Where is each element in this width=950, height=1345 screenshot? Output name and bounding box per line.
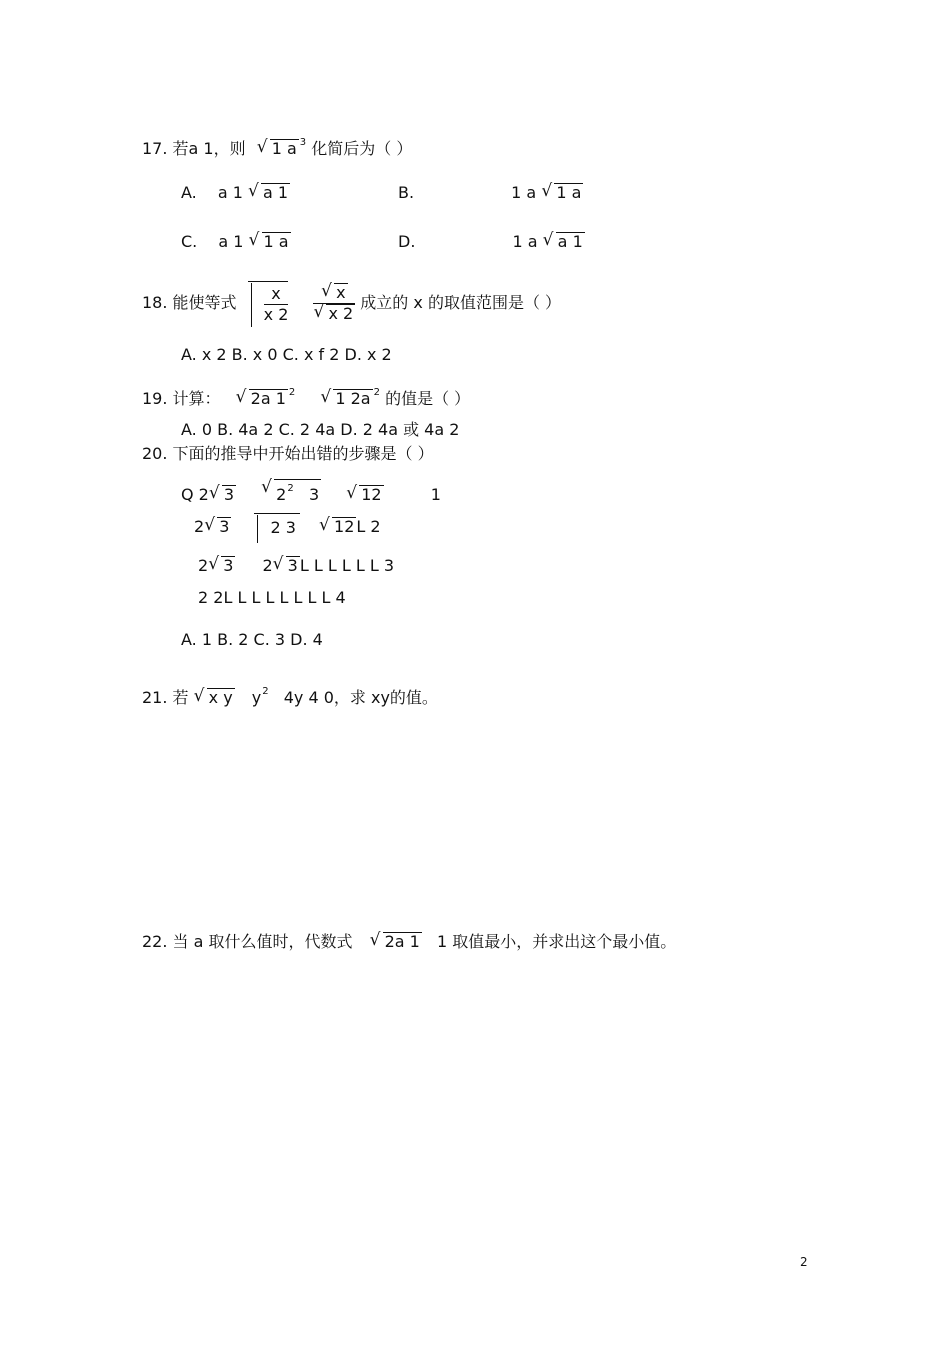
q20-l2-radicand-1: 3 — [219, 517, 230, 536]
q18-fraction-1 — [264, 284, 289, 325]
page-number: 2 — [800, 1255, 808, 1269]
q20-l3-pre: 2 — [198, 556, 209, 575]
q18-frac2-den-radicand: x 2 — [328, 304, 354, 323]
q17-d-label: D. — [398, 232, 416, 251]
q17-stem — [142, 133, 412, 159]
q19-radical-2 — [320, 389, 372, 409]
q17-b-label: B. — [398, 183, 415, 202]
q21-radicand: x y — [208, 688, 233, 707]
q17-d-radicand: a 1 — [557, 232, 583, 251]
q19-stem — [142, 383, 470, 409]
q22-stem — [142, 932, 676, 952]
q20-l3-tail: L L L L L L 3 — [299, 556, 395, 575]
q22-tail: 1 取值最小，并求出这个最小值。 — [436, 932, 677, 951]
q17-b-radical — [541, 183, 583, 203]
q17-option-c — [181, 232, 291, 252]
q17-c-radical — [249, 232, 291, 252]
q19-radicand-2: 1 2a — [335, 389, 371, 408]
q20-l2-big-radicand: 2 3 — [270, 517, 296, 537]
q20-line-4: 2 2L L L L L L L L 4 — [198, 588, 346, 607]
q18-fraction-2 — [313, 283, 355, 324]
q20-l1-radical-1 — [209, 485, 236, 505]
q17-a-label: A. — [181, 183, 197, 202]
q20-l2-radical-1 — [204, 512, 231, 542]
q20-l2-tail: L 2 — [356, 517, 381, 536]
q19-radicand-1: 2a 1 — [250, 389, 286, 408]
q21-y: y — [251, 688, 262, 707]
q18-frac2-den-radical — [313, 304, 355, 324]
q22-radical — [370, 932, 422, 952]
q20-stem: 20. 下面的推导中开始出错的步骤是（ ） — [142, 444, 434, 463]
q18-frac2-numerator — [313, 283, 355, 304]
q20-options: A. 1 B. 2 C. 3 D. 4 — [181, 630, 323, 649]
q20-line-1 — [181, 479, 441, 505]
q17-a-radicand: a 1 — [263, 183, 289, 202]
q21-exponent: 2 — [262, 686, 269, 697]
q20-l1-radicand-3: 12 — [361, 485, 382, 504]
q17-b-pre: 1 a — [511, 183, 537, 202]
q21-stem — [142, 682, 438, 708]
q18-options: A. x 2 B. x 0 C. x f 2 D. x 2 — [181, 345, 392, 364]
q20-l1-three: 3 — [308, 485, 320, 504]
q17-option-a — [181, 183, 290, 203]
q20-l3-radicand-1: 3 — [223, 556, 234, 575]
q20-l1-radical-3 — [346, 485, 383, 505]
q21-stem-text: 21. 若 — [142, 688, 189, 707]
q20-l3-radical-1 — [208, 556, 235, 576]
q21-radical — [194, 688, 235, 708]
q20-l2-radicand-3: 12 — [334, 517, 355, 536]
q20-l2-radical-3 — [319, 512, 356, 542]
q17-a-pre: a 1 — [217, 183, 243, 202]
q20-l1-radicand-2 — [274, 479, 321, 503]
q17-radical — [257, 139, 299, 159]
q17-c-radicand: 1 a — [263, 232, 289, 251]
q17-exponent: 3 — [299, 137, 307, 148]
q19-radical-1 — [236, 389, 288, 409]
q17-d-pre: 1 a — [512, 232, 538, 251]
q19-exponent-1: 2 — [288, 387, 296, 398]
q20-l1-step: 1 — [430, 485, 441, 504]
q21-tail: 4y 4 0，求 xy的值。 — [283, 688, 438, 707]
q20-l2-pre: 2 — [194, 517, 205, 536]
q20-l2-big-radical — [254, 513, 299, 543]
q17-b-radicand: 1 a — [556, 183, 582, 202]
q19-stem-text: 19. 计算： — [142, 389, 221, 408]
q19-exponent-2: 2 — [373, 387, 380, 398]
q20-line-2 — [194, 512, 381, 543]
q18-frac1-denominator: x 2 — [263, 304, 289, 324]
q18-tail: 成立的 x 的取值范围是（ ） — [360, 293, 562, 312]
q18-frac2-denominator — [313, 304, 355, 324]
q17-c-pre: a 1 — [218, 232, 244, 251]
q18-stem — [142, 280, 561, 327]
q19-tail: 的值是（ ） — [385, 389, 471, 408]
q22-stem-text: 22. 当 a 取什么值时，代数式 — [142, 932, 353, 951]
q17-option-d — [398, 232, 585, 252]
q22-radicand: 2a 1 — [384, 932, 420, 951]
q20-l1-radicand-1: 3 — [223, 485, 235, 504]
q17-a-radical — [248, 183, 290, 203]
q17-d-radical — [543, 232, 585, 252]
q17-option-b — [398, 183, 583, 203]
q20-l1-pre: Q 2 — [181, 485, 209, 504]
q18-stem-text: 18. 能使等式 — [142, 293, 237, 312]
q17-tail: 化简后为（ ） — [311, 139, 413, 158]
q20-l3-radicand-2: 3 — [287, 556, 298, 575]
q18-frac1-numerator: x — [264, 284, 289, 305]
q20-l1-exponent: 2 — [287, 483, 294, 494]
q17-c-label: C. — [181, 232, 198, 251]
q20-line-3 — [198, 556, 394, 576]
q17-stem-text: 17. 若a 1，则 — [142, 139, 246, 158]
q17-radicand: 1 a — [271, 139, 297, 158]
q20-l1-radical-2 — [261, 479, 321, 505]
q20-l3-radical-2 — [273, 556, 300, 576]
q18-frac2-num-radicand: x — [336, 283, 346, 302]
q20-l1-base: 2 — [276, 485, 287, 504]
q18-big-radical — [248, 281, 289, 327]
q19-options: A. 0 B. 4a 2 C. 2 4a D. 2 4a 或 4a 2 — [181, 420, 460, 439]
q18-frac2-num-radical — [321, 283, 347, 303]
q20-l3-mid: 2 — [262, 556, 273, 575]
